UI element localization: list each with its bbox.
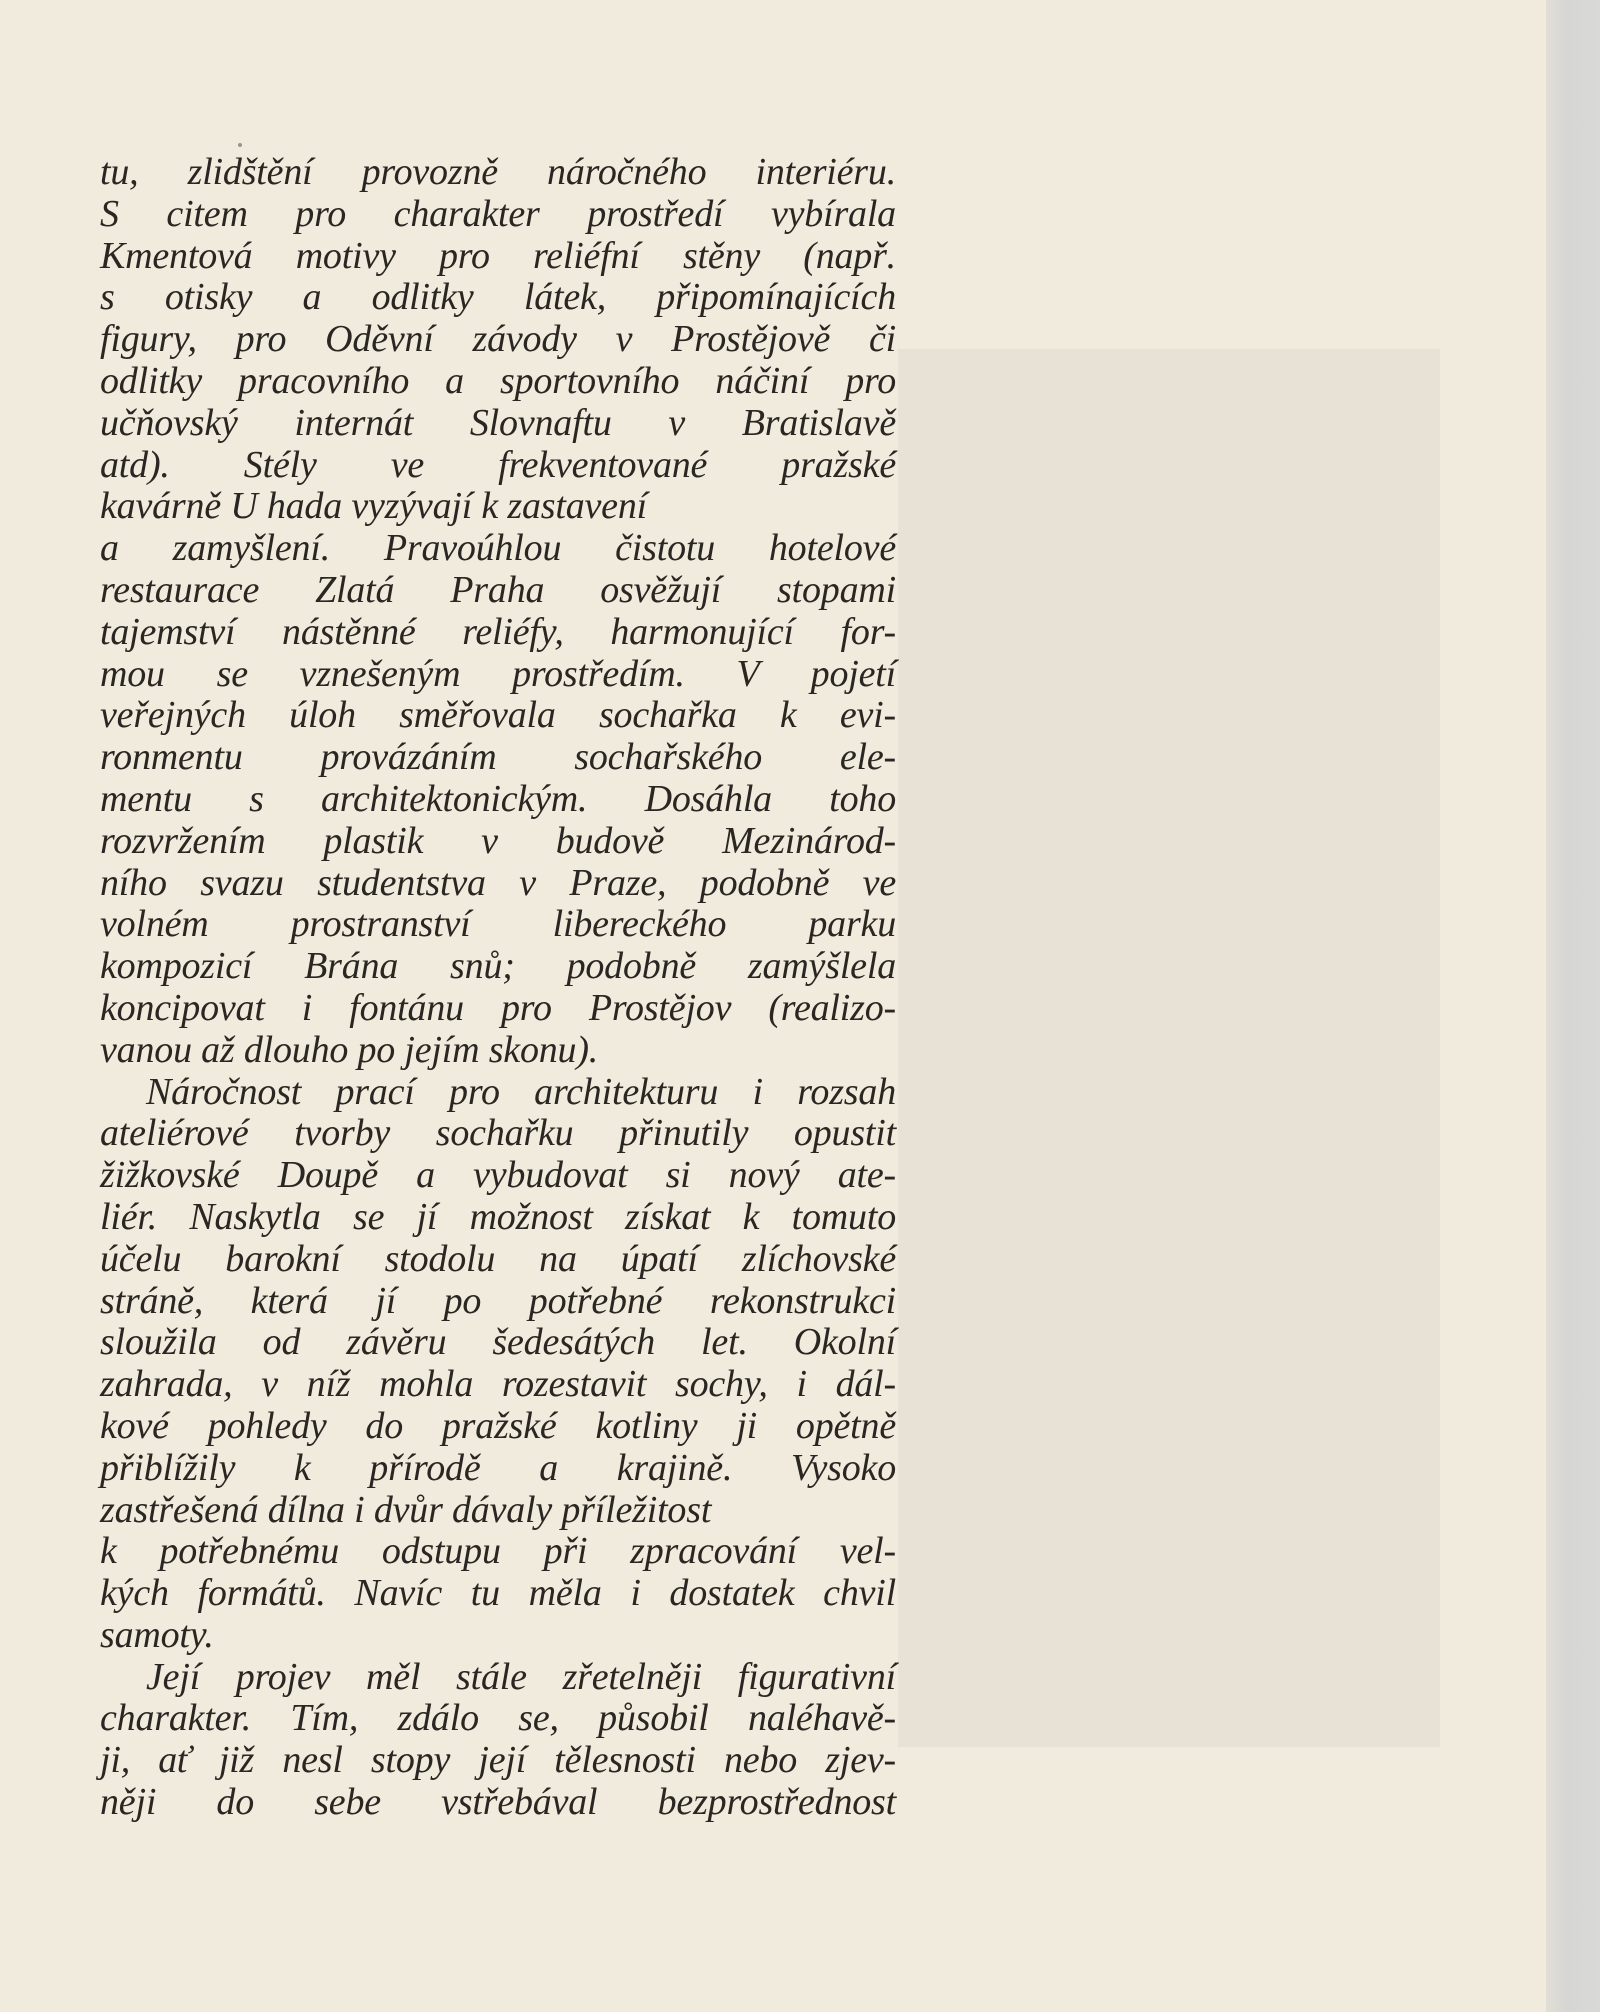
text-line: samoty. [100, 1613, 214, 1656]
text-line: tu, zlidštění provozně náročného interiéru. [100, 151, 896, 193]
text-line: liér. Naskytla se jí možnost získat k tomuto [100, 1195, 896, 1238]
text-line: volném prostranství libereckého parku [100, 903, 896, 946]
text-line: kavárně U hada vyzývají k zastavení [100, 485, 647, 528]
text-line: ního svazu studentstva v Praze, podobně ve [100, 861, 896, 904]
text-line: učňovský internát Slovnaftu v Bratislavě [100, 401, 896, 444]
text-line: rozvržením plastik v budově Mezinárod- [100, 819, 896, 862]
body-text-column [100, 152, 896, 1824]
text-line: veřejných úloh směřovala sochařka k evi- [100, 694, 896, 737]
text-line: zastřešená dílna i dvůr dávaly příležitost [100, 1488, 712, 1531]
text-line: atd). Stély ve frekventované pražské [100, 443, 896, 486]
text-line: kompozicí Brána snů; podobně zamýšlela [100, 945, 896, 988]
text-line: s otisky a odlitky látek, připomínajících [100, 276, 896, 319]
show-through-illustration-area [898, 349, 1440, 1747]
text-line: a zamyšlení. Pravoúhlou čistotu hotelové [100, 527, 896, 570]
text-line: něji do sebe vstřebával bezprostřednost [100, 1781, 896, 1824]
text-line: Její projev měl stále zřetelněji figurativní [146, 1655, 896, 1698]
text-line: k potřebnému odstupu při zpracování vel- [100, 1530, 896, 1573]
text-line: ronmentu provázáním sochařského ele- [100, 736, 896, 779]
text-line: sloužila od závěru šedesátých let. Okolní [100, 1321, 896, 1364]
text-line: koncipovat i fontánu pro Prostějov (realizo- [100, 986, 896, 1029]
text-line: mentu s architektonickým. Dosáhla toho [100, 777, 896, 820]
text-line: S citem pro charakter prostředí vybírala [100, 192, 896, 235]
text-line: účelu barokní stodolu na úpatí zlíchovské [100, 1237, 896, 1280]
text-line: Náročnost prací pro architekturu i rozsah [146, 1070, 896, 1113]
text-line: zahrada, v níž mohla rozestavit sochy, i dál- [100, 1363, 896, 1406]
text-line: mou se vznešeným prostředím. V pojetí [100, 652, 896, 695]
text-line: odlitky pracovního a sportovního náčiní pro [100, 359, 896, 402]
text-line: charakter. Tím, zdálo se, působil naléhavě- [100, 1697, 896, 1740]
text-line: stráně, která jí po potřebné rekonstrukci [100, 1279, 896, 1322]
text-line: přiblížily k přírodě a krajině. Vysoko [100, 1446, 896, 1489]
text-line: kých formátů. Navíc tu měla i dostatek chvil [100, 1572, 896, 1615]
text-line: ateliérové tvorby sochařku přinutily opustit [100, 1112, 896, 1155]
text-line: ji, ať již nesl stopy její tělesnosti nebo zjev- [100, 1739, 896, 1782]
text-line: tajemství nástěnné reliéfy, harmonující for- [100, 610, 896, 653]
text-line: Kmentová motivy pro reliéfní stěny (např. [100, 234, 896, 277]
text-line: restaurace Zlatá Praha osvěžují stopami [100, 568, 896, 611]
page-edge [1546, 0, 1600, 2012]
text-line: vanou až dlouho po jejím skonu). [100, 1028, 599, 1071]
text-line: figury, pro Oděvní závody v Prostějově či [100, 318, 896, 361]
text-line: kové pohledy do pražské kotliny ji opětně [100, 1404, 896, 1447]
speck [238, 143, 242, 147]
text-line: žižkovské Doupě a vybudovat si nový ate- [100, 1154, 896, 1197]
